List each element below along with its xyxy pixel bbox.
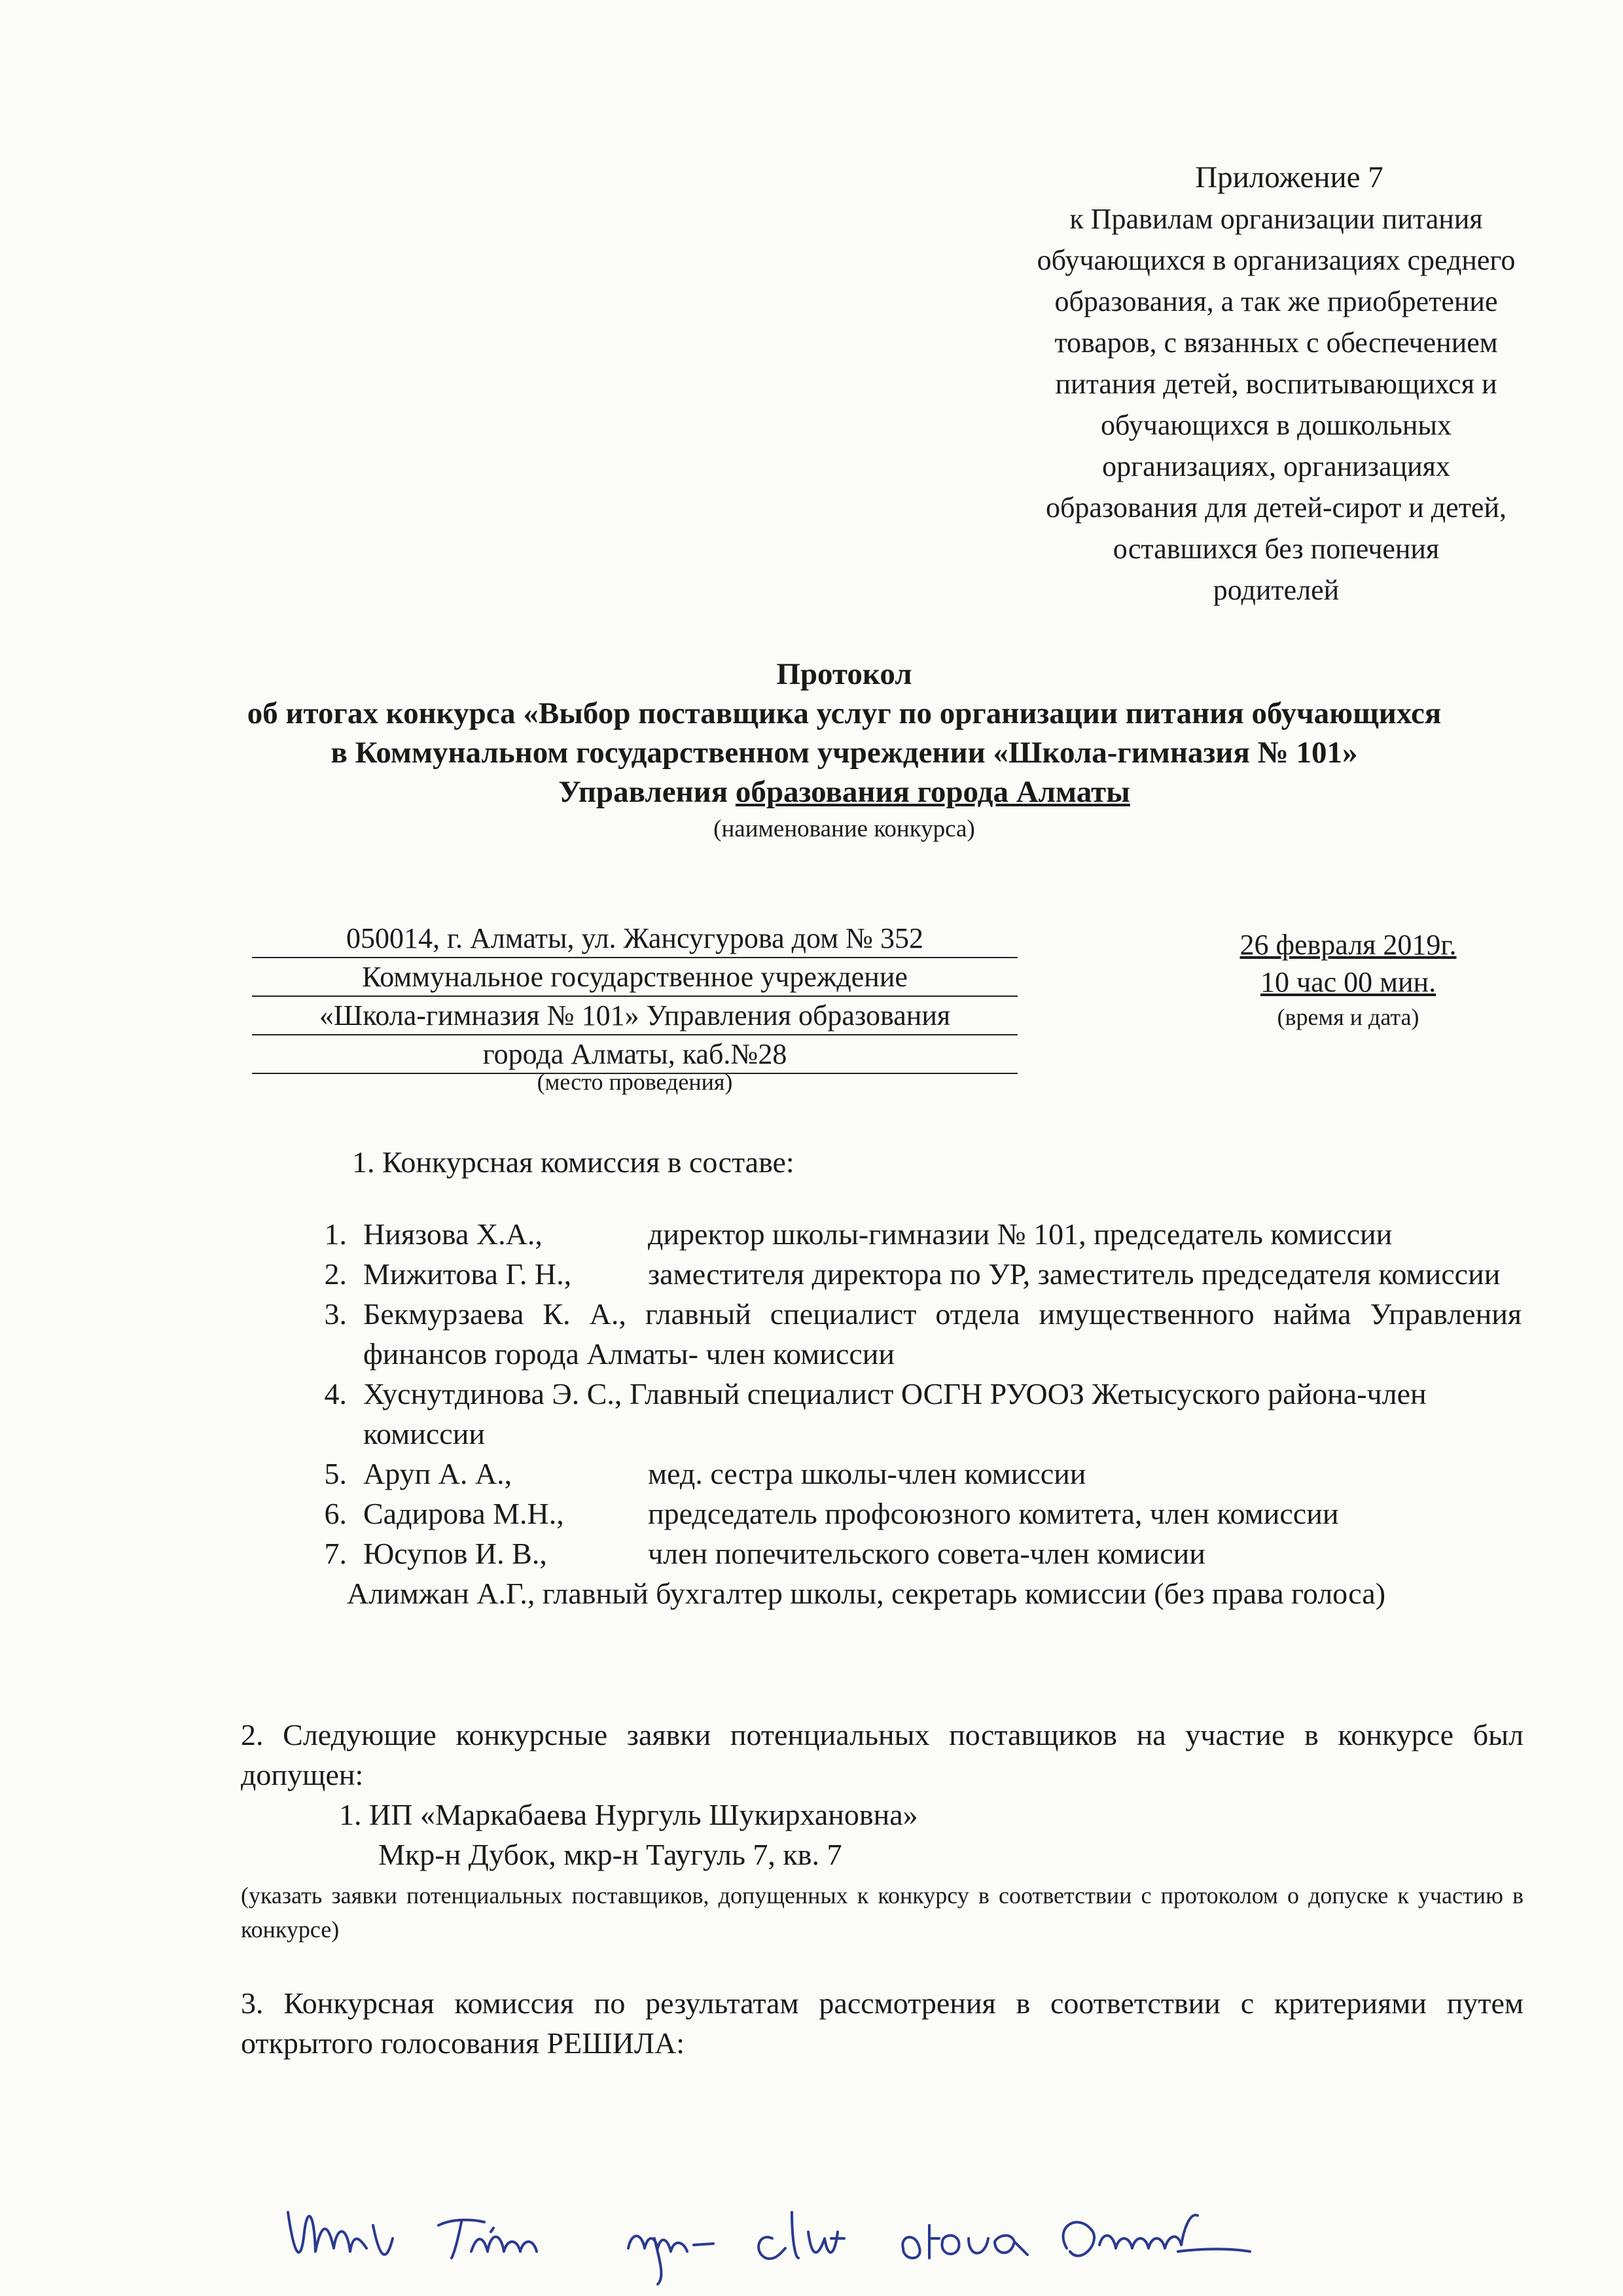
- signatures: [275, 2186, 1387, 2291]
- signature-1: [288, 2212, 393, 2255]
- appendix-line: обучающихся в дошкольных: [1101, 409, 1452, 441]
- member-role: председатель профсоюзного комитета, член комиссии: [648, 1497, 1339, 1530]
- member-name: Юсупов И. В.,: [363, 1537, 547, 1570]
- title-line: [196, 772, 1492, 812]
- appendix-title: Приложение 7: [1195, 160, 1383, 194]
- appendix-line: организациях, организациях: [1102, 450, 1450, 482]
- list-item: [291, 1454, 1522, 1494]
- list-item: [291, 1374, 1522, 1454]
- title-line: об итогах конкурса «Выбор поставщика услуг по организации питания обучающихся: [247, 696, 1442, 730]
- signature-6: [1063, 2215, 1250, 2255]
- place-line: 050014, г. Алматы, ул. Жансугурова дом № 352: [252, 920, 1018, 958]
- list-item: [291, 1494, 1522, 1534]
- protocol-title: [196, 655, 1492, 812]
- place-line: Коммунальное государственное учреждение: [252, 958, 1018, 997]
- list-item: [291, 1534, 1522, 1573]
- place-block: [252, 920, 1018, 1074]
- section3-text: 3. Конкурсная комиссия по результатам рассмотрения в соответствии с критериями путем открытого голосования РЕШИЛА:: [241, 1986, 1524, 2060]
- place-line: города Алматы, каб.№28: [252, 1035, 1018, 1074]
- appendix-line: оставшихся без попечения: [1113, 533, 1440, 565]
- supplier-address: Мкр-н Дубок, мкр-н Таугуль 7, кв. 7: [378, 1838, 842, 1871]
- member-name: Бекмурзаева К. А.,: [363, 1297, 626, 1331]
- datetime-caption: (время и дата): [1277, 1004, 1419, 1030]
- appendix-line: образования для детей-сирот и детей,: [1045, 492, 1507, 524]
- member-name: Садирова М.Н.,: [363, 1497, 564, 1530]
- appendix-block: [1008, 157, 1544, 611]
- secretary-line: Алимжан А.Г., главный бухгалтер школы, секретарь комиссии (без права голоса): [347, 1577, 1386, 1610]
- member-role: мед. сестра школы-член комиссии: [648, 1457, 1086, 1490]
- item-number: 4.: [324, 1377, 347, 1410]
- item-number: 1.: [324, 1217, 347, 1251]
- section1-title: 1. Конкурсная комиссия в составе:: [352, 1145, 794, 1179]
- time-value: 10 час 00 мин.: [1260, 966, 1436, 998]
- member-role: член попечительского совета-член комисии: [648, 1537, 1205, 1570]
- item-number: 7.: [324, 1537, 347, 1570]
- section2-text: 2. Следующие конкурсные заявки потенциальных поставщиков на участие в конкурсе был допущен:: [241, 1718, 1524, 1791]
- section2-note: (указать заявки потенциальных поставщиков, допущенных к конкурсу в соответствии с протоколом о допуске к участию в конкурсе): [241, 1882, 1524, 1943]
- list-item: [291, 1214, 1522, 1254]
- appendix-line: товаров, с вязанных с обеспечением: [1054, 327, 1498, 359]
- signature-3: [628, 2236, 713, 2284]
- title-line: Протокол: [776, 657, 912, 691]
- title-caption: (наименование конкурса): [713, 816, 975, 842]
- member-name: Аруп А. А.,: [363, 1457, 512, 1490]
- place-line: «Школа-гимназия № 101» Управления образования: [252, 997, 1018, 1035]
- member-name: Хуснутдинова Э. С.,: [363, 1377, 622, 1410]
- appendix-line: образования, а так же приобретение: [1054, 285, 1498, 317]
- item-number: 6.: [324, 1497, 347, 1530]
- member-role: директор школы-гимназии № 101, председатель комиссии: [648, 1217, 1393, 1251]
- member-role: главный специалист отдела имущественного найма Управления финансов города Алматы- член комиссии: [363, 1297, 1522, 1371]
- section2: [241, 1715, 1524, 1874]
- signature-4: [758, 2212, 844, 2259]
- member-name: Мижитова Г. Н.,: [363, 1257, 572, 1291]
- list-item: [291, 1254, 1522, 1294]
- member-name: Ниязова Х.А.,: [363, 1217, 543, 1251]
- item-number: 3.: [324, 1297, 347, 1331]
- date-value: 26 февраля 2019г.: [1240, 929, 1457, 961]
- member-role: заместителя директора по УР, заместитель председателя комиссии: [648, 1257, 1501, 1291]
- title-line: в Коммунальном государственном учреждении «Школа-гимназия № 101»: [330, 736, 1358, 770]
- title-line-underlined: образования города Алматы: [735, 775, 1130, 809]
- signature-2: [438, 2220, 537, 2258]
- appendix-line: обучающихся в организациях среднего: [1037, 244, 1516, 276]
- list-item: [291, 1294, 1522, 1374]
- appendix-line: питания детей, воспитывающихся и: [1055, 368, 1497, 400]
- item-number: 5.: [324, 1457, 347, 1490]
- title-line-part: Управления: [558, 775, 736, 809]
- item-number: 2.: [324, 1257, 347, 1291]
- member-role: Главный специалист ОСГН РУООЗ Жетысуского района-член комиссии: [363, 1377, 1427, 1450]
- appendix-line: к Правилам организации питания: [1069, 203, 1483, 235]
- appendix-line: родителей: [1213, 574, 1340, 606]
- members-list: [291, 1214, 1522, 1613]
- datetime-block: [1204, 926, 1492, 1033]
- supplier-item: 1. ИП «Маркабаева Нургуль Шукирхановна»: [339, 1798, 918, 1831]
- signature-5: [902, 2225, 1027, 2258]
- place-caption: (место проведения): [537, 1069, 733, 1095]
